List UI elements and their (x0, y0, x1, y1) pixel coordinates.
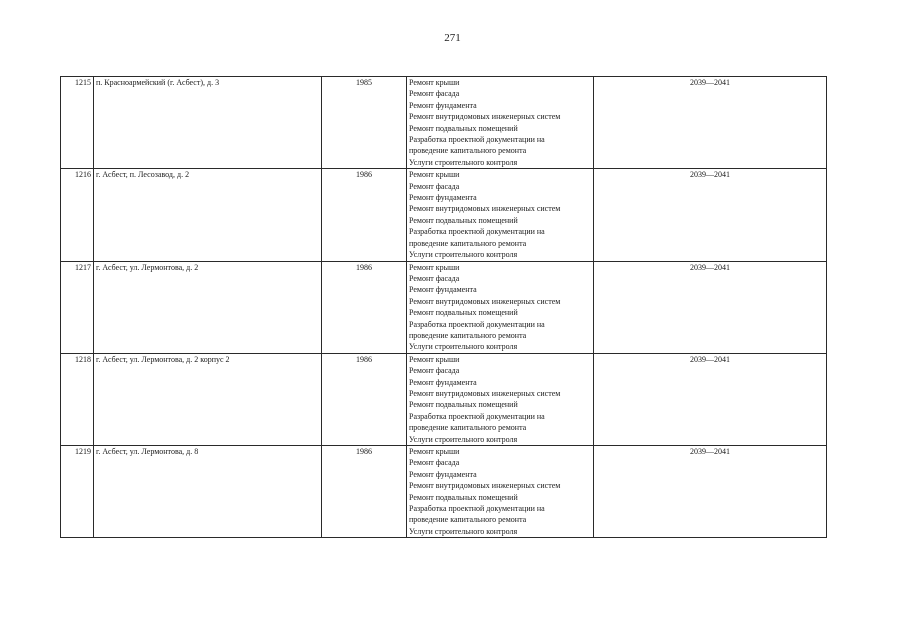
work-item: Ремонт внутридомовых инженерных систем (409, 112, 561, 122)
table-row (61, 446, 827, 538)
work-item: Услуги строительного контроля (409, 250, 518, 260)
repair-works-list (407, 261, 594, 353)
table-row (61, 77, 827, 169)
work-item: Ремонт внутридомовых инженерных систем (409, 204, 561, 214)
repair-works-list (407, 77, 594, 169)
work-item: Услуги строительного контроля (409, 342, 518, 352)
repair-period: 2039—2041 (594, 446, 827, 538)
work-item: Разработка проектной документации на (409, 411, 545, 421)
work-item: Ремонт фундамента (409, 377, 477, 387)
work-item: Ремонт внутридомовых инженерных систем (409, 296, 561, 306)
work-item: Разработка проектной документации на (409, 504, 545, 514)
work-item: Ремонт крыши (409, 262, 460, 272)
work-item: Ремонт подвальных помещений (409, 123, 518, 133)
work-item: Ремонт фасада (409, 273, 460, 283)
repair-period: 2039—2041 (594, 353, 827, 445)
row-number: 1217 (61, 261, 94, 353)
work-item: Ремонт подвальных помещений (409, 492, 518, 502)
row-number: 1219 (61, 446, 94, 538)
work-item: Ремонт подвальных помещений (409, 215, 518, 225)
work-item: Ремонт крыши (409, 447, 460, 456)
work-item: проведение капитального ремонта (409, 330, 527, 340)
work-item: Ремонт фасада (409, 89, 460, 99)
work-item: Услуги строительного контроля (409, 157, 518, 167)
work-item: Ремонт фундамента (409, 193, 477, 203)
building-address: г. Асбест, п. Лесозавод, д. 2 (94, 169, 322, 261)
repair-schedule-table (60, 76, 827, 538)
work-item: проведение капитального ремонта (409, 146, 527, 156)
repair-period: 2039—2041 (594, 169, 827, 261)
work-item: Ремонт фасада (409, 181, 460, 191)
building-address: г. Асбест, ул. Лермонтова, д. 8 (94, 446, 322, 538)
page-number: 271 (444, 32, 461, 44)
work-item: Ремонт фундамента (409, 285, 477, 295)
work-item: Ремонт крыши (409, 78, 460, 87)
row-number: 1216 (61, 169, 94, 261)
work-item: Разработка проектной документации на (409, 135, 545, 145)
work-item: Ремонт внутридомовых инженерных систем (409, 481, 561, 491)
construction-year: 1985 (322, 77, 407, 169)
work-item: Услуги строительного контроля (409, 434, 518, 444)
work-item: Ремонт внутридомовых инженерных систем (409, 388, 561, 398)
repair-period: 2039—2041 (594, 261, 827, 353)
work-item: Разработка проектной документации на (409, 319, 545, 329)
building-address: г. Асбест, ул. Лермонтова, д. 2 (94, 261, 322, 353)
work-item: проведение капитального ремонта (409, 238, 527, 248)
table-row (61, 169, 827, 261)
construction-year: 1986 (322, 353, 407, 445)
repair-works-list (407, 353, 594, 445)
work-item: Ремонт крыши (409, 354, 460, 364)
work-item: Ремонт фасада (409, 458, 460, 468)
row-number: 1218 (61, 353, 94, 445)
work-item: Ремонт крыши (409, 170, 460, 180)
construction-year: 1986 (322, 446, 407, 538)
work-item: проведение капитального ремонта (409, 423, 527, 433)
building-address: п. Красноармейский (г. Асбест), д. 3 (94, 77, 322, 169)
table-row (61, 261, 827, 353)
row-number: 1215 (61, 77, 94, 169)
work-item: Ремонт фасада (409, 366, 460, 376)
repair-works-list (407, 446, 594, 538)
construction-year: 1986 (322, 261, 407, 353)
table-row (61, 353, 827, 445)
repair-period: 2039—2041 (594, 77, 827, 169)
construction-year: 1986 (322, 169, 407, 261)
work-item: Ремонт подвальных помещений (409, 400, 518, 410)
work-item: Ремонт фундамента (409, 469, 477, 479)
work-item: Услуги строительного контроля (409, 526, 518, 536)
work-item: Разработка проектной документации на (409, 227, 545, 237)
work-item: Ремонт подвальных помещений (409, 308, 518, 318)
repair-works-list (407, 169, 594, 261)
building-address: г. Асбест, ул. Лермонтова, д. 2 корпус 2 (94, 353, 322, 445)
work-item: проведение капитального ремонта (409, 515, 527, 525)
work-item: Ремонт фундамента (409, 100, 477, 110)
